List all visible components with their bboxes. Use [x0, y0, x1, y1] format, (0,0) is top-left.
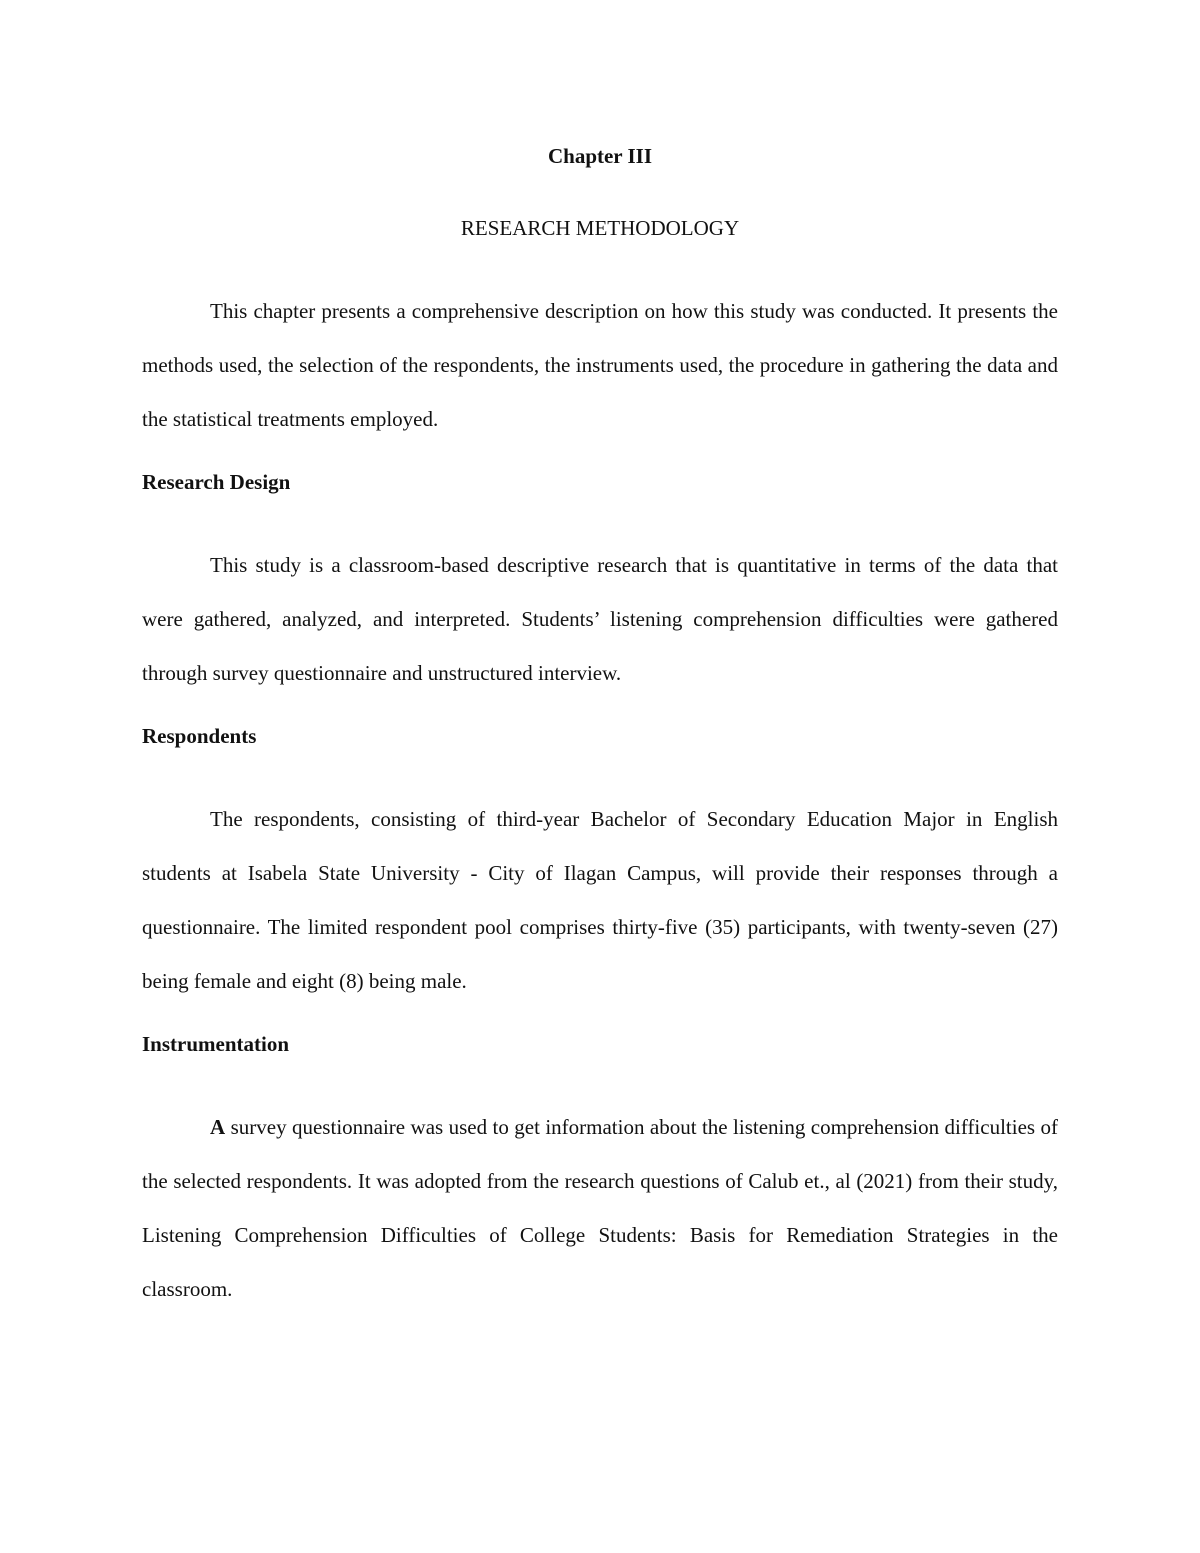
intro-paragraph: This chapter presents a comprehensive description on how this study was conducted. It presents the methods used, the selection of the respondents, the instruments used, the procedure in gathering the data and the statistical treatments employed.: [142, 299, 1058, 431]
page-content: [142, 140, 1058, 1336]
respondents-paragraph: The respondents, consisting of third-year Bachelor of Secondary Education Major in English students at Isabela State University - City of Ilagan Campus, will provide their responses through a questionnaire. The limited respondent pool comprises thirty-five (35) participants, with twenty-seven (27) being female and eight (8) being male.: [142, 807, 1058, 993]
research-design-paragraph: This study is a classroom-based descriptive research that is quantitative in terms of the data that were gathered, analyzed, and interpreted. Students’ listening comprehension difficulties were gathered through survey questionnaire and unstructured interview.: [142, 553, 1058, 685]
section-heading-research-design: Research Design: [142, 470, 291, 494]
chapter-title: RESEARCH METHODOLOGY: [460, 216, 740, 240]
chapter-label: Chapter III: [547, 144, 653, 168]
instrumentation-lead-letter: A: [210, 1115, 226, 1139]
section-heading-respondents: Respondents: [142, 724, 257, 748]
section-heading-instrumentation: Instrumentation: [142, 1032, 290, 1056]
instrumentation-paragraph: [142, 1100, 1058, 1316]
instrumentation-text: survey questionnaire was used to get information about the listening comprehension difficulties of the selected respondents. It was adopted from the research questions of Calub et., al (2021) from their study, Listening Comprehension Difficulties of College Students: Basis for Remediation Strategies in the classroom.: [142, 1115, 1058, 1301]
